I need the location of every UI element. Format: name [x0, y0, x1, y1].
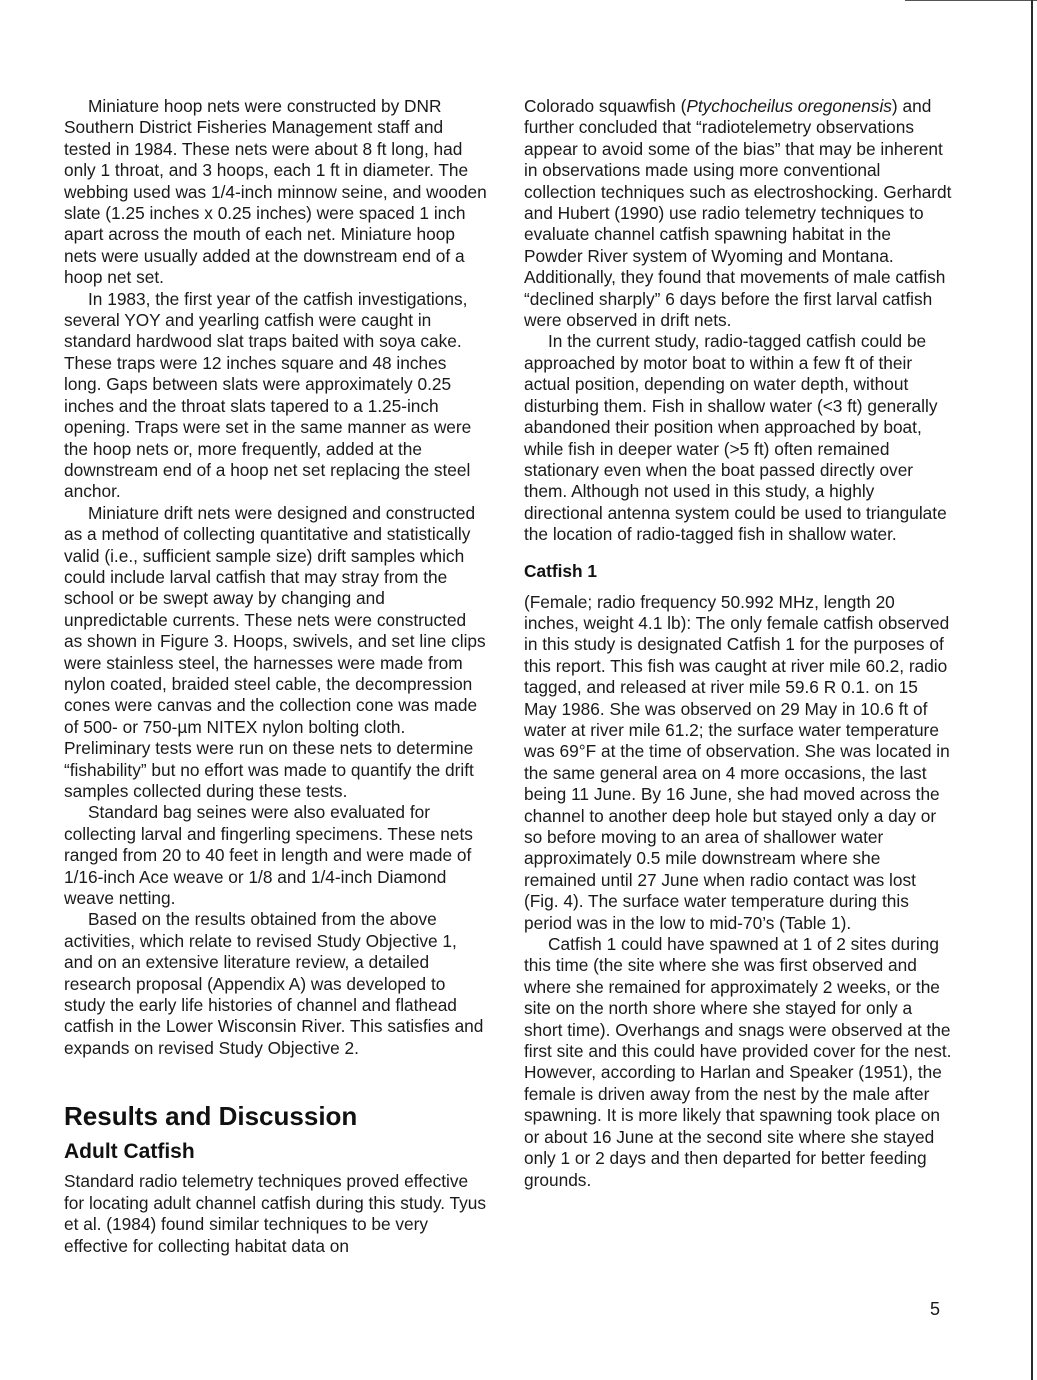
- section-heading-results: Results and Discussion: [64, 1101, 358, 1132]
- species-name-italic: Ptychocheilus oregonensis: [686, 96, 892, 116]
- squawfish-text-suffix: ) and further concluded that “radiotelemetry observations appear to avoid some of the bias” that may be inherent in observations made using more conventional collection techniques such as electroshocking. Gerhardt and Hubert (1990) use radio telemetry techniques to evaluate channel catfish spawning habitat in the Powder River system of Wyoming and Montana. Additionally, they found that movements of male catfish “declined sharply” 6 days before the first larval catfish were observed in drift nets.: [524, 96, 952, 331]
- page-edge-line: [1031, 0, 1033, 1380]
- right-column: [524, 96, 952, 1191]
- paragraph-catfish-1-spawning: Catfish 1 could have spawned at 1 of 2 sites during this time (the site where she was first observed and where she remained for approximately 2 weeks, or the site on the north shore where she stayed for only a short time). Overhangs and snags were observed at the first site and this could have provided cover for the nest. However, according to Harlan and Speaker (1951), the female is driven away from the nest by the male after spawning. It is more likely that spawning took place on or about 16 June at the second site where she stayed only 1 or 2 days and then departed for better feeding grounds.: [524, 934, 952, 1190]
- paragraph-squawfish: [524, 96, 952, 331]
- paragraph-catfish-1-details: (Female; radio frequency 50.992 MHz, length 20 inches, weight 4.1 lb): The only female catfish observed in this study is designated Catfish 1 for the purposes of this report. This fish was caught at river mile 60.2, radio tagged, and released at river mile 59.6 R 0.1. on 15 May 1986. She was observed on 29 May in 10.6 ft of water at river mile 61.2; the surface water temperature was 69°F at the time of observation. She was located in the same general area on 4 more occasions, the last being 11 June. By 16 June, she had moved across the channel to another deep hole but stayed only a day or so before moving to an area of shallower water approximately 0.5 mile downstream where she remained until 27 June when radio contact was lost (Fig. 4). The surface water temperature during this period was in the low to mid-70’s (Table 1).: [524, 591, 950, 933]
- paragraph-radio-telemetry: Standard radio telemetry techniques proved effective for locating adult channel catfish during this study. Tyus et al. (1984) found similar techniques to be very effective for collecting habitat data on: [64, 1171, 487, 1256]
- top-rule: [905, 0, 1037, 1]
- squawfish-text-prefix: Colorado squawfish (: [524, 96, 687, 116]
- paragraph-drift-nets: Miniature drift nets were designed and constructed as a method of collecting quantitative and statistically valid (i.e., sufficient sample size) drift samples which could include larval catfish that may stray from the school or be swept away by changing and unpredictable currents. These nets were constructed as shown in Figure 3. Hoops, swivels, and set line clips were stainless steel, the harnesses were made from nylon coated, braided steel cable, the decompression cones were canvas and the collection cone was made of 500- or 750-µm NITEX nylon bolting cloth. Preliminary tests were run on these nets to determine “fishability” but no effort was made to quantify the drift samples collected during these tests.: [64, 502, 486, 801]
- left-column: [64, 96, 488, 1257]
- paragraph-bag-seines: Standard bag seines were also evaluated for collecting larval and fingerling specimens. These nets ranged from 20 to 40 feet in length and were made of 1/16-inch Ace weave or 1/8 and 1/4-inch Diamond weave netting.: [64, 802, 473, 909]
- page-number: 5: [929, 1299, 940, 1319]
- heading-catfish-1: Catfish 1: [524, 560, 597, 581]
- paragraph-current-study: In the current study, radio-tagged catfish could be approached by motor boat to within a few ft of their actual position, depending on water depth, without disturbing them. Fish in shallow water (<3 ft) generally abandoned their position when approached by boat, while fish in deeper water (>5 ft) often remained stationary even when the boat passed directly over them. Although not used in this study, a highly directional antenna system could be used to triangulate the location of radio-tagged fish in shallow water.: [524, 331, 947, 545]
- paragraph-hoop-nets: Miniature hoop nets were constructed by DNR Southern District Fisheries Management staff and tested in 1984. These nets were about 8 ft long, had only 1 throat, and 3 hoops, each 1 ft in diameter. The webbing used was 1/4-inch minnow seine, and wooden slate (1.25 inches x 0.25 inches) were spaced 1 inch apart across the mouth of each net. Miniature hoop nets were usually added at the downstream end of a hoop net set.: [64, 96, 487, 288]
- paragraph-research-proposal: Based on the results obtained from the above activities, which relate to revised Study Objective 1, and on an extensive literature review, a detailed research proposal (Appendix A) was developed to study the early life histories of channel and flathead catfish in the Lower Wisconsin River. This satisfies and expands on revised Study Objective 2.: [64, 909, 484, 1058]
- paragraph-slat-traps: In 1983, the first year of the catfish investigations, several YOY and yearling catfish were caught in standard hardwood slat traps baited with soya cake. These traps were 12 inches square and 48 inches long. Gaps between slats were approximately 0.25 inches and the throat slats tapered to a 1.25-inch opening. Traps were set in the same manner as were the hoop nets or, more frequently, added at the downstream end of a hoop net set replacing the steel anchor.: [64, 288, 472, 502]
- subsection-heading-adult-catfish: Adult Catfish: [64, 1140, 195, 1164]
